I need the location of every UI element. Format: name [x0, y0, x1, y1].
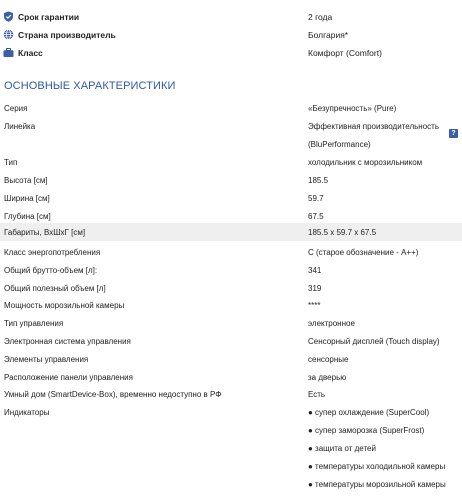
- spec-row: [0, 154, 462, 170]
- spec-label: Умный дом (SmartDevice-Box), временно недоступно в РФ: [4, 390, 222, 399]
- spec-value: холодильник с морозильником: [308, 158, 423, 167]
- country-value: Болгария*: [308, 30, 349, 40]
- spec-row: [0, 118, 462, 154]
- spec-row: [0, 244, 462, 260]
- spec-value-line2: (BluPerformance): [308, 140, 371, 149]
- spec-value: сенсорные: [308, 355, 349, 364]
- class-value: Комфорт (Comfort): [308, 48, 382, 58]
- spec-value: за дверью: [308, 373, 347, 382]
- spec-label: Общий брутто-объем [л]:: [4, 266, 98, 275]
- spec-value: C (старое обозначение - A++): [308, 248, 419, 257]
- spec-value: 185.5: [308, 176, 329, 185]
- section-title: ОСНОВНЫЕ ХАРАКТЕРИСТИКИ: [4, 80, 176, 92]
- indicator-item: ● температуры холодильной камеры: [308, 462, 446, 471]
- spec-row-highlighted: [0, 223, 462, 241]
- class-label: Класс: [18, 48, 43, 58]
- spec-row: [0, 262, 462, 278]
- spec-row: [0, 404, 462, 420]
- spec-label: Тип управления: [4, 319, 64, 328]
- spec-label: Элементы управления: [4, 355, 89, 364]
- spec-label: Высота [см]: [4, 176, 48, 185]
- spec-label: Серия: [4, 104, 28, 113]
- spec-row: [0, 333, 462, 349]
- spec-label: Класс энергопотребления: [4, 248, 101, 257]
- spec-label: Габариты, ВхШхГ [см]: [4, 228, 86, 237]
- help-icon[interactable]: ?: [449, 129, 458, 138]
- spec-label: Глубина [см]: [4, 212, 51, 221]
- globe-icon: [3, 29, 14, 40]
- country-row: [0, 26, 462, 44]
- spec-value: Есть: [308, 390, 326, 399]
- warranty-row: [0, 8, 462, 26]
- spec-label: Общий полезный объем [л]: [4, 284, 106, 293]
- spec-row: [0, 369, 462, 385]
- indicator-item: ● температуры морозильной камеры: [308, 480, 446, 489]
- briefcase-icon: [3, 47, 14, 58]
- class-row: [0, 44, 462, 62]
- spec-value: 341: [308, 266, 322, 275]
- indicator-item: ● защита от детей: [308, 444, 376, 453]
- spec-value: 185.5 x 59.7 x 67.5: [308, 228, 377, 237]
- spec-value: Эффективная производительность: [308, 122, 439, 131]
- spec-label: Линейка: [4, 122, 36, 131]
- spec-label: Тип: [4, 158, 18, 167]
- country-label: Страна производитель: [18, 30, 116, 40]
- spec-row: [0, 100, 462, 116]
- spec-value: «Безупречность» (Pure): [308, 104, 397, 113]
- spec-row: [0, 280, 462, 296]
- spec-label: Индикаторы: [4, 408, 50, 417]
- spec-value: электронное: [308, 319, 355, 328]
- spec-row: [0, 315, 462, 331]
- spec-value: 67.5: [308, 212, 324, 221]
- spec-row: [0, 386, 462, 402]
- spec-value: 59.7: [308, 194, 324, 203]
- spec-value: ****: [308, 301, 321, 310]
- spec-row: [0, 297, 462, 313]
- spec-value: Сенсорный дисплей (Touch display): [308, 337, 440, 346]
- indicator-item: ● супер заморозка (SuperFrost): [308, 426, 425, 435]
- spec-label: Мощность морозильной камеры: [4, 301, 125, 310]
- warranty-label: Срок гарантии: [18, 12, 80, 22]
- spec-label: Ширина [см]: [4, 194, 50, 203]
- spec-row: [0, 208, 462, 224]
- spec-row: [0, 172, 462, 188]
- spec-label: Расположение панели управления: [4, 373, 133, 382]
- spec-row: [0, 351, 462, 367]
- spec-value: ● супер охлаждение (SuperCool): [308, 408, 430, 417]
- spec-label: Электронная система управления: [4, 337, 131, 346]
- warranty-value: 2 года: [308, 12, 333, 22]
- spec-row: [0, 190, 462, 206]
- shield-check-icon: [3, 11, 14, 22]
- spec-value: 319: [308, 284, 322, 293]
